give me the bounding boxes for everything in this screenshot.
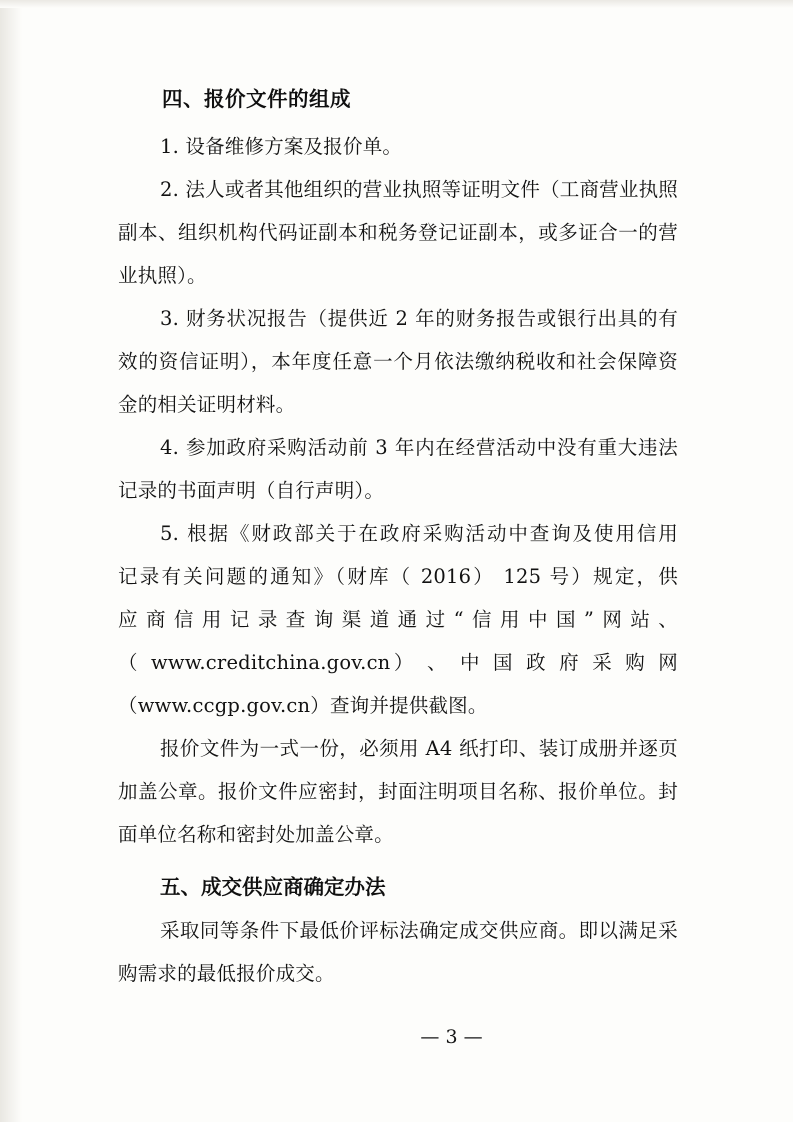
document-body <box>118 78 678 995</box>
section-4-heading: 四、报价文件的组成 <box>162 87 351 111</box>
closing-paragraph: 报价文件为一式一份，必须用 A4 纸打印、装订成册并逐页加盖公章。报价文件应密封，封面注明项目名称、报价单位。封面单位名称和密封处加盖公章。 <box>118 737 678 846</box>
page-left-shadow <box>0 0 22 1122</box>
page-number: — 3 — <box>420 1026 483 1048</box>
list-item-5-line-2: 记录有关问题的通知》（财库（ 2016） 125 号）规定，供 <box>118 565 678 588</box>
list-item-5-line-1: 5. 根据《财政部关于在政府采购活动中查询及使用信用 <box>160 522 678 545</box>
section-5-heading: 五、成交供应商确定办法 <box>160 875 386 899</box>
list-item-3: 3. 财务状况报告（提供近 2 年的财务报告或银行出具的有效的资信证明），本年度任意一个月依法缴纳税收和社会保障资金的相关证明材料。 <box>118 307 678 416</box>
page-top-shadow <box>0 0 793 8</box>
list-item-5-line-4: （ www.creditchina.gov.cn） 、 中 国 政 府 采 购 网 <box>118 651 678 674</box>
section-5-paragraph: 采取同等条件下最低价评标法确定成交供应商。即以满足采购需求的最低报价成交。 <box>118 919 678 985</box>
list-item-5-line-5: （www.ccgp.gov.cn）查询并提供截图。 <box>118 694 488 717</box>
list-item-5-line-3: 应商信用记录查询渠道通过“信用中国”网站、 <box>118 608 678 631</box>
list-item-2: 2. 法人或者其他组织的营业执照等证明文件（工商营业执照副本、组织机构代码证副本和税务登记证副本，或多证合一的营业执照）。 <box>118 178 678 287</box>
list-item-4: 4. 参加政府采购活动前 3 年内在经营活动中没有重大违法记录的书面声明（自行声明）。 <box>118 436 678 502</box>
list-item-1: 1. 设备维修方案及报价单。 <box>160 135 403 158</box>
